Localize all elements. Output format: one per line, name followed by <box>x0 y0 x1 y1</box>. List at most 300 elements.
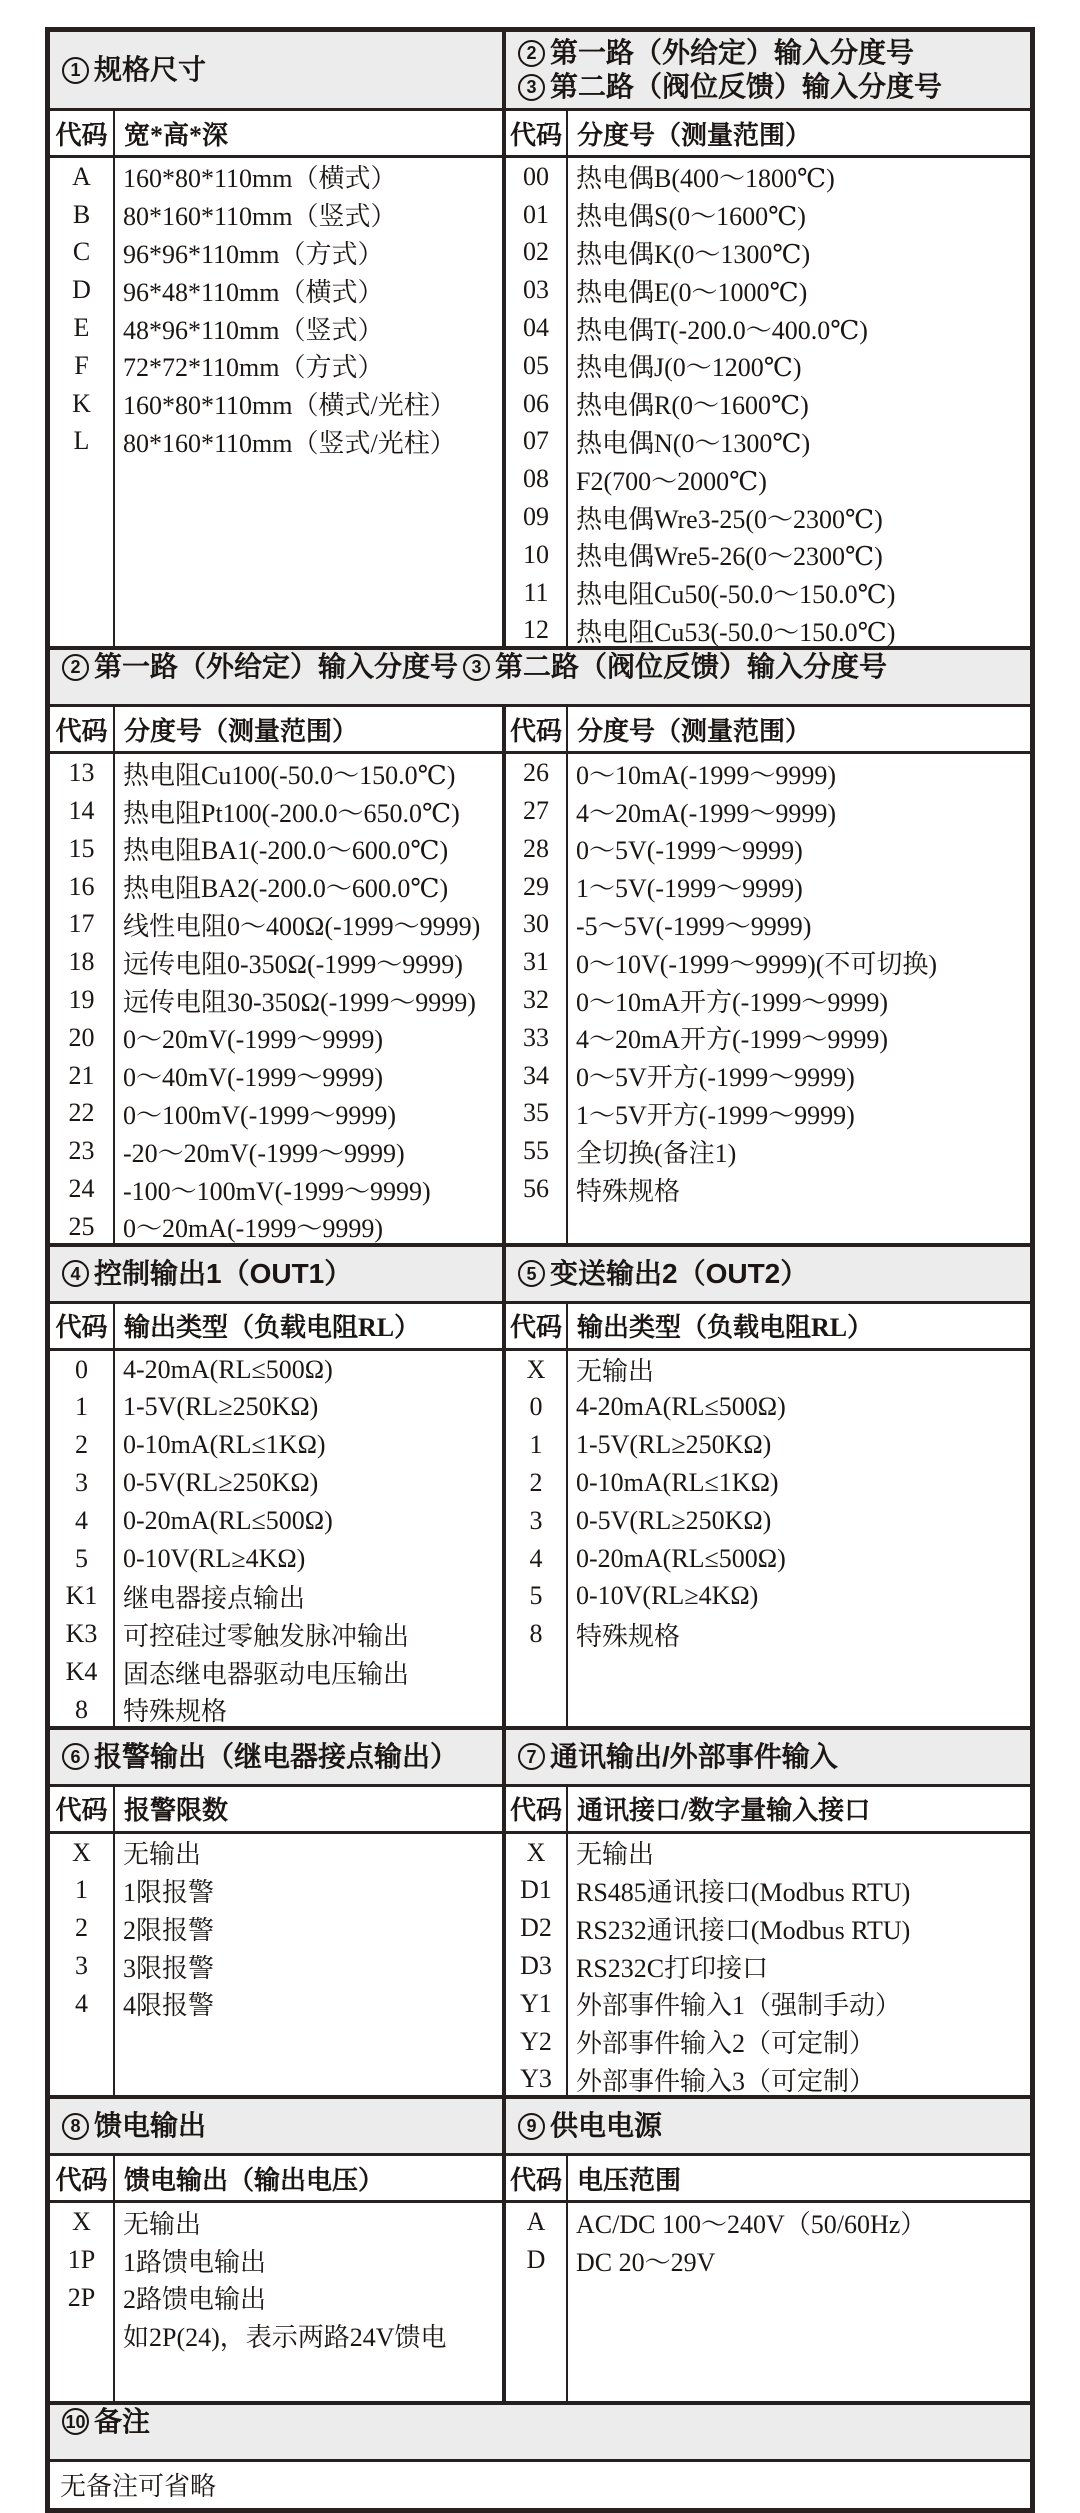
table-row <box>506 906 1030 944</box>
table-row <box>506 158 1030 196</box>
input-codes-00-12-list <box>502 158 1030 646</box>
desc-cell: 继电器接点输出 <box>123 1583 306 1613</box>
code-cell: 2 <box>529 1468 543 1498</box>
section-4-subheader <box>50 1304 502 1348</box>
desc-cell: 4～20mA开方(-1999～9999) <box>576 1025 888 1055</box>
section-1-header <box>50 32 502 108</box>
table-row <box>50 754 502 792</box>
code-cell: D2 <box>520 1913 552 1943</box>
code-cell: Y3 <box>520 2064 552 2094</box>
code-cell: 0 <box>529 1392 543 1422</box>
code-cell: 32 <box>523 985 549 1015</box>
section-4-title-text: 控制输出1（OUT1） <box>94 1257 353 1289</box>
table-row <box>506 1057 1030 1095</box>
desc-cell: 1～5V开方(-1999～9999) <box>576 1100 855 1130</box>
section-10-header-band <box>50 2401 1030 2459</box>
table-row <box>506 234 1030 272</box>
size-codes-list <box>50 158 502 646</box>
table-row <box>50 1389 502 1427</box>
section-1-23-subheader-band <box>50 108 1030 155</box>
section-6-7-body <box>50 1831 1030 2096</box>
desc-column-header: 馈电输出（输出电压） <box>113 2156 502 2200</box>
section-7-title-text: 通讯输出/外部事件输入 <box>550 1740 838 1772</box>
table-row <box>506 1540 1030 1578</box>
circled-number-2: 2 <box>518 40 545 67</box>
code-cell: 33 <box>523 1022 549 1052</box>
table-row <box>50 1615 502 1653</box>
table-row <box>50 2241 502 2279</box>
code-cell: B <box>72 199 91 229</box>
table-row <box>506 1426 1030 1464</box>
code-cell: 12 <box>523 615 549 645</box>
table-row <box>50 1132 502 1170</box>
desc-cell: 160*80*110mm（横式/光柱） <box>123 391 456 421</box>
section-4-5-body <box>50 1348 1030 1726</box>
desc-cell: 固态继电器驱动电压输出 <box>123 1659 410 1689</box>
code-cell: 18 <box>68 947 95 977</box>
section-4-header <box>50 1247 502 1301</box>
section-8-title-text: 馈电输出 <box>94 2110 207 2142</box>
section-23-combined-header-band <box>50 646 1030 704</box>
section-10-title-text: 备注 <box>94 2405 151 2437</box>
desc-cell: 无输出 <box>123 2209 202 2239</box>
desc-cell: 80*160*110mm（竖式） <box>123 202 397 232</box>
section-7-subheader <box>502 1787 1030 1831</box>
desc-cell: 80*160*110mm（竖式/光柱） <box>123 428 456 458</box>
table-row <box>50 1170 502 1208</box>
circled-number-10: 10 <box>62 2408 89 2435</box>
code-cell: 8 <box>529 1619 543 1649</box>
code-cell: 27 <box>523 796 549 826</box>
code-cell: 3 <box>75 1468 88 1498</box>
desc-cell: 特殊规格 <box>576 1176 681 1206</box>
section-8-9-subheader-band <box>50 2153 1030 2200</box>
table-row <box>50 906 502 944</box>
code-cell: 3 <box>75 1951 88 1981</box>
code-cell: 1 <box>75 1875 88 1905</box>
section-23-right-subheader <box>502 707 1030 751</box>
desc-cell: 4限报警 <box>123 1991 215 2021</box>
table-row <box>50 1578 502 1616</box>
section-4-title <box>62 1257 502 1291</box>
code-cell: 22 <box>68 1098 95 1128</box>
desc-cell: 72*72*110mm（方式） <box>123 353 384 383</box>
code-cell: 17 <box>68 909 95 939</box>
table-row <box>50 1019 502 1057</box>
circled-number-7: 7 <box>518 1743 545 1770</box>
model-selection-table <box>45 27 1035 2513</box>
desc-cell: F2(700～2000℃) <box>576 466 767 496</box>
code-cell: X <box>526 1837 546 1867</box>
desc-cell: 热电阻Cu50(-50.0～150.0℃) <box>576 580 896 610</box>
circled-number-5: 5 <box>518 1260 545 1287</box>
section-8-9-header-band <box>50 2095 1030 2153</box>
desc-cell: 0～10mA开方(-1999～9999) <box>576 987 888 1017</box>
table-row <box>506 1170 1030 1208</box>
section-23-subheader-band <box>50 704 1030 751</box>
circled-number-3: 3 <box>518 74 545 101</box>
table-row <box>50 309 502 347</box>
desc-cell: 0～10mA(-1999～9999) <box>576 760 836 790</box>
code-cell: 13 <box>68 758 95 788</box>
section-2-title-text: 第一路（外给定）输入分度号 <box>94 651 459 683</box>
code-cell: X <box>72 1837 91 1867</box>
code-cell: K1 <box>65 1581 98 1611</box>
circled-number-3: 3 <box>463 654 490 681</box>
desc-cell: 可控硅过零触发脉冲输出 <box>123 1621 410 1651</box>
section-6-7-header-band <box>50 1726 1030 1784</box>
code-cell: 09 <box>523 502 549 532</box>
code-column-header: 代码 <box>55 716 108 746</box>
desc-cell: 特殊规格 <box>576 1621 681 1651</box>
table-row <box>506 1985 1030 2023</box>
desc-cell: 无输出 <box>123 1840 202 1870</box>
alarm-codes-list <box>50 1834 502 2096</box>
table-row <box>506 498 1030 536</box>
table-row <box>50 1540 502 1578</box>
section-9-subheader <box>502 2156 1030 2200</box>
desc-cell: 外部事件输入3（可定制） <box>576 2066 876 2096</box>
desc-column-header: 分度号（测量范围） <box>566 111 1030 155</box>
table-row <box>506 2023 1030 2061</box>
code-cell: 08 <box>523 464 549 494</box>
table-row <box>50 1653 502 1691</box>
code-cell: X <box>72 2207 91 2237</box>
code-cell: 4 <box>529 1543 543 1573</box>
code-cell: 29 <box>523 871 549 901</box>
section-23-combined-title <box>50 650 1030 684</box>
code-cell: 56 <box>523 1174 549 1204</box>
desc-cell: 4～20mA(-1999～9999) <box>576 798 836 828</box>
code-cell: 55 <box>523 1136 549 1166</box>
section-6-7-subheader-band <box>50 1784 1030 1831</box>
code-cell: K4 <box>65 1657 98 1687</box>
section-5-title-text: 变送输出2（OUT2） <box>550 1257 809 1289</box>
table-row <box>50 1947 502 1985</box>
code-cell: 2 <box>75 1913 88 1943</box>
desc-cell: 0-10V(RL≥4KΩ) <box>576 1581 759 1611</box>
table-row <box>506 754 1030 792</box>
desc-column-header: 分度号（测量范围） <box>566 707 1030 751</box>
code-cell: 19 <box>68 985 95 1015</box>
table-row <box>506 574 1030 612</box>
table-row <box>506 1502 1030 1540</box>
code-cell: 25 <box>68 1211 95 1241</box>
code-cell: 07 <box>523 426 549 456</box>
table-row <box>50 2203 502 2241</box>
table-row <box>506 1095 1030 1133</box>
table-row <box>50 1057 502 1095</box>
desc-cell: 0～10V(-1999～9999)(不可切换) <box>576 949 938 979</box>
desc-cell: 热电偶Wre5-26(0～2300℃) <box>576 542 883 572</box>
table-row <box>50 1426 502 1464</box>
code-cell: 28 <box>523 833 549 863</box>
code-column-header: 代码 <box>509 1313 562 1343</box>
desc-cell: 3限报警 <box>123 1953 215 1983</box>
desc-cell: 4-20mA(RL≤500Ω) <box>576 1392 786 1422</box>
desc-cell: -100～100mV(-1999～9999) <box>123 1176 431 1206</box>
code-cell: 34 <box>523 1060 549 1090</box>
section-2-3-header <box>502 32 1030 108</box>
code-cell: 5 <box>75 1543 88 1573</box>
desc-cell: 0～20mA(-1999～9999) <box>123 1214 383 1244</box>
desc-column-header: 输出类型（负载电阻RL） <box>113 1304 502 1348</box>
table-row <box>50 1464 502 1502</box>
code-column-header: 代码 <box>509 2165 562 2195</box>
section-7-header <box>502 1730 1030 1784</box>
code-cell: 04 <box>523 313 549 343</box>
table-row <box>50 830 502 868</box>
section-1-23-body <box>50 155 1030 646</box>
desc-cell: 0-5V(RL≥250KΩ) <box>123 1468 319 1498</box>
table-row <box>50 1095 502 1133</box>
table-row <box>506 423 1030 461</box>
code-column-header: 代码 <box>509 1796 562 1826</box>
section-3-title <box>518 70 1030 104</box>
code-cell: A <box>526 2207 546 2237</box>
desc-cell: 热电偶B(400～1800℃) <box>576 164 835 194</box>
section-4-5-header-band <box>50 1243 1030 1301</box>
code-cell: 20 <box>68 1022 95 1052</box>
desc-cell: 96*96*110mm（方式） <box>123 239 384 269</box>
code-cell: 14 <box>68 796 95 826</box>
table-row <box>506 1872 1030 1910</box>
desc-cell: 1路馈电输出 <box>123 2247 267 2277</box>
section-3-title-text: 第二路（阀位反馈）输入分度号 <box>550 71 943 102</box>
out2-codes-list <box>502 1351 1030 1726</box>
table-row <box>506 868 1030 906</box>
circled-number-1: 1 <box>62 57 89 84</box>
code-cell: 1P <box>67 2245 96 2275</box>
code-cell: E <box>73 313 90 343</box>
table-row <box>50 423 502 461</box>
desc-cell: 0-20mA(RL≤500Ω) <box>123 1505 333 1535</box>
code-column-header: 代码 <box>55 1796 108 1826</box>
code-cell: 01 <box>523 199 549 229</box>
table-row <box>506 1389 1030 1427</box>
table-row <box>506 2061 1030 2099</box>
desc-cell: 0～5V开方(-1999～9999) <box>576 1063 855 1093</box>
desc-column-header: 输出类型（负载电阻RL） <box>566 1304 1030 1348</box>
desc-cell: 0-10mA(RL≤1KΩ) <box>123 1430 326 1460</box>
circled-number-6: 6 <box>62 1743 89 1770</box>
table-row <box>506 309 1030 347</box>
section-9-title-text: 供电电源 <box>550 2110 663 2142</box>
section-1-subheader <box>50 111 502 155</box>
desc-cell: 0～20mV(-1999～9999) <box>123 1025 383 1055</box>
table-row <box>50 1351 502 1389</box>
code-cell: 21 <box>68 1060 95 1090</box>
desc-cell: 0～5V(-1999～9999) <box>576 836 803 866</box>
code-cell: D1 <box>520 1875 552 1905</box>
code-column-header: 代码 <box>55 2165 108 2195</box>
section-8-header <box>50 2099 502 2153</box>
input-codes-26-56-list <box>502 754 1030 1242</box>
desc-cell: 2路馈电输出 <box>123 2285 267 2315</box>
code-cell: 10 <box>523 539 549 569</box>
table-row <box>506 271 1030 309</box>
code-column-header: 代码 <box>509 716 562 746</box>
code-cell: 2 <box>75 1430 88 1460</box>
desc-cell: 热电阻Cu100(-50.0～150.0℃) <box>123 760 456 790</box>
desc-cell: 无输出 <box>576 1840 655 1870</box>
table-row <box>50 943 502 981</box>
desc-cell: 热电偶S(0～1600℃) <box>576 202 806 232</box>
code-column-header: 代码 <box>55 120 108 150</box>
section-3-title-text: 第二路（阀位反馈）输入分度号 <box>495 651 888 683</box>
code-cell: Y2 <box>520 2026 552 2056</box>
code-cell: K3 <box>65 1619 98 1649</box>
table-row <box>506 196 1030 234</box>
table-row <box>506 943 1030 981</box>
desc-cell: 热电偶J(0～1200℃) <box>576 353 802 383</box>
section-10-body <box>50 2459 1030 2508</box>
section-2-title <box>518 36 1030 70</box>
code-cell: 2P <box>67 2282 96 2312</box>
desc-column-header: 宽*高*深 <box>113 111 502 155</box>
table-row <box>50 792 502 830</box>
table-row <box>506 347 1030 385</box>
desc-cell: 远传电阻0-350Ω(-1999～9999) <box>123 949 463 979</box>
section-6-title <box>62 1740 502 1774</box>
section-8-title <box>62 2109 502 2143</box>
code-cell: 1 <box>529 1430 543 1460</box>
desc-cell: 0～100mV(-1999～9999) <box>123 1100 396 1130</box>
section-1-title-text: 规格尺寸 <box>94 54 207 85</box>
desc-cell: 外部事件输入2（可定制） <box>576 2029 876 2059</box>
desc-cell: 线性电阻0～400Ω(-1999～9999) <box>123 911 481 941</box>
section-5-title <box>518 1257 1030 1291</box>
desc-cell: RS485通讯接口(Modbus RTU) <box>576 1877 911 1907</box>
desc-cell: 如2P(24)，表示两路24V馈电 <box>123 2323 447 2353</box>
table-row <box>506 1351 1030 1389</box>
desc-cell: 热电偶K(0～1300℃) <box>576 239 811 269</box>
code-cell: 16 <box>68 871 95 901</box>
desc-cell: 0-20mA(RL≤500Ω) <box>576 1543 786 1573</box>
section-1-title <box>62 53 502 87</box>
table-row <box>506 1834 1030 1872</box>
desc-cell: 2限报警 <box>123 1915 215 1945</box>
code-cell: D <box>526 2245 546 2275</box>
circled-number-8: 8 <box>62 2113 89 2140</box>
table-row <box>506 385 1030 423</box>
section-4-5-subheader-band <box>50 1301 1030 1348</box>
code-cell: Y1 <box>520 1988 552 2018</box>
circled-number-2: 2 <box>62 654 89 681</box>
table-row <box>50 1502 502 1540</box>
code-cell: 11 <box>523 577 549 607</box>
desc-cell: 4-20mA(RL≤500Ω) <box>123 1354 333 1384</box>
section-9-header <box>502 2099 1030 2153</box>
power-supply-codes-list <box>502 2203 1030 2400</box>
feed-output-codes-list <box>50 2203 502 2400</box>
input-codes-13-25-list <box>50 754 502 1242</box>
table-row <box>50 1691 502 1729</box>
desc-cell: 热电阻Pt100(-200.0～650.0℃) <box>123 798 460 828</box>
desc-cell: 0-10V(RL≥4KΩ) <box>123 1543 306 1573</box>
table-row <box>50 271 502 309</box>
section-7-title <box>518 1740 1030 1774</box>
code-cell: L <box>73 426 90 456</box>
desc-cell: 1-5V(RL≥250KΩ) <box>576 1430 772 1460</box>
code-cell: 24 <box>68 1174 95 1204</box>
table-row <box>506 612 1030 650</box>
code-cell: 02 <box>523 237 549 267</box>
table-row <box>50 385 502 423</box>
table-row <box>506 1947 1030 1985</box>
table-row <box>50 347 502 385</box>
table-row <box>50 981 502 1019</box>
desc-cell: 热电阻Cu53(-50.0～150.0℃) <box>576 617 896 647</box>
code-cell: 1 <box>75 1392 88 1422</box>
desc-column-header: 报警限数 <box>113 1787 502 1831</box>
table-row <box>506 1132 1030 1170</box>
code-cell: 05 <box>523 350 549 380</box>
section-10-title <box>50 2405 1030 2439</box>
table-row <box>506 1464 1030 1502</box>
code-cell: X <box>526 1354 546 1384</box>
desc-cell: AC/DC 100～240V（50/60Hz） <box>576 2209 927 2239</box>
desc-cell: 热电偶N(0～1300℃) <box>576 428 811 458</box>
table-row <box>50 1909 502 1947</box>
code-cell: D <box>72 275 91 305</box>
desc-column-header: 分度号（测量范围） <box>113 707 502 751</box>
desc-cell: 热电偶R(0～1600℃) <box>576 391 809 421</box>
desc-cell: 48*96*110mm（竖式） <box>123 315 384 345</box>
code-cell: 15 <box>68 833 95 863</box>
table-row <box>50 158 502 196</box>
desc-cell: 外部事件输入1（强制手动） <box>576 1991 902 2021</box>
code-cell: 0 <box>75 1354 88 1384</box>
section-1-23-header-band <box>50 32 1030 108</box>
table-row <box>50 2279 502 2317</box>
note-row: 无备注可省略 <box>60 2472 217 2502</box>
code-cell: F <box>74 350 89 380</box>
desc-cell: -5～5V(-1999～9999) <box>576 911 812 941</box>
section-5-header <box>502 1247 1030 1301</box>
code-cell: A <box>72 161 91 191</box>
out1-codes-list <box>50 1351 502 1726</box>
table-row <box>506 1578 1030 1616</box>
desc-column-header: 通讯接口/数字量输入接口 <box>566 1787 1030 1831</box>
desc-cell: 热电偶E(0～1000℃) <box>576 277 808 307</box>
desc-cell: 0-10mA(RL≤1KΩ) <box>576 1468 779 1498</box>
table-row <box>50 1834 502 1872</box>
code-column-header: 代码 <box>509 120 562 150</box>
table-row <box>50 2317 502 2355</box>
desc-cell: 1～5V(-1999～9999) <box>576 874 803 904</box>
desc-cell: 全切换(备注1) <box>576 1138 737 1168</box>
section-8-subheader <box>50 2156 502 2200</box>
section-2-title-text: 第一路（外给定）输入分度号 <box>550 37 915 68</box>
desc-cell: RS232通讯接口(Modbus RTU) <box>576 1915 911 1945</box>
section-9-title <box>518 2109 1030 2143</box>
desc-cell: 无输出 <box>576 1357 655 1387</box>
desc-cell: 热电阻BA2(-200.0～600.0℃) <box>123 874 449 904</box>
code-cell: 5 <box>529 1581 543 1611</box>
desc-cell: DC 20～29V <box>576 2247 716 2277</box>
table-row <box>506 2241 1030 2279</box>
code-cell: 00 <box>523 161 549 191</box>
section-23-left-subheader <box>50 707 502 751</box>
code-cell: 4 <box>75 1505 88 1535</box>
code-cell: 30 <box>523 909 549 939</box>
desc-cell: 0-5V(RL≥250KΩ) <box>576 1505 772 1535</box>
desc-column-header: 电压范围 <box>566 2156 1030 2200</box>
table-row <box>506 1615 1030 1653</box>
desc-cell: 热电偶Wre3-25(0～2300℃) <box>576 504 883 534</box>
code-cell: 26 <box>523 758 549 788</box>
